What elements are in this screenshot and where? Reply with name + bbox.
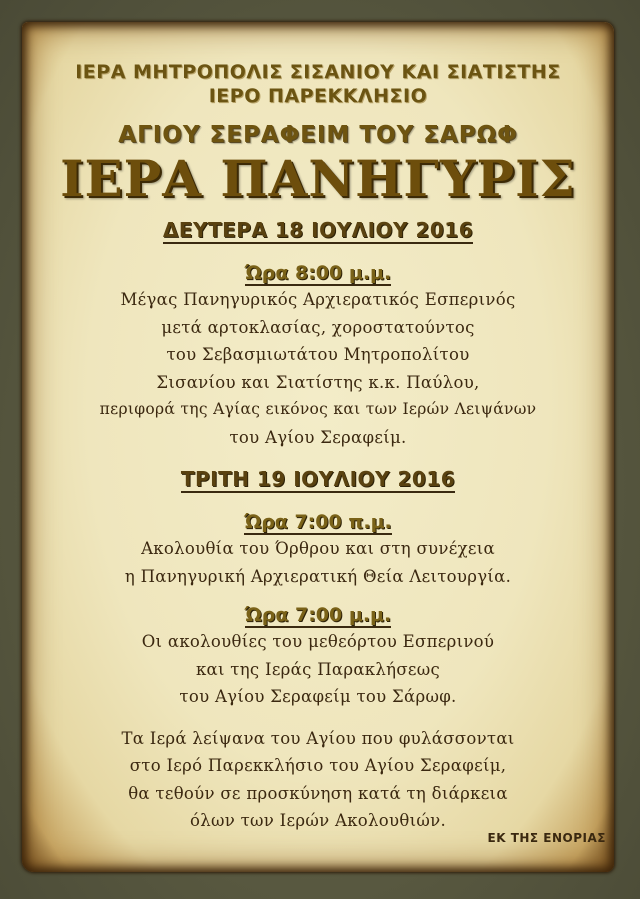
poster-content: [22, 22, 614, 872]
text-line: θα τεθούν σε προσκύνηση κατά τη διάρκεια: [128, 783, 508, 803]
text-line: περιφορά της Αγίας εικόνος και των Ιερών Λειψάνων: [99, 400, 537, 418]
poster-title: ΙΕΡΑ ΠΑΝΗΓΥΡΙΣ: [60, 149, 576, 208]
text-line: Οι ακολουθίες του μεθεόρτου Εσπερινού: [141, 632, 495, 651]
day2-event1-time: Ώρα 7:00 π.μ.: [244, 511, 392, 533]
text-line: Σισανίου και Σιατίστης κ.κ. Παύλου,: [156, 372, 480, 392]
text-line: του Αγίου Σεραφείμ.: [229, 427, 407, 447]
text-line: η Πανηγυρική Αρχιερατική Θεία Λειτουργία.: [124, 566, 512, 586]
text-line: του Αγίου Σεραφείμ του Σάρωφ.: [179, 687, 457, 706]
day2-event2-description: [22, 628, 614, 711]
text-line: στο Ιερό Παρεκκλήσιο του Αγίου Σεραφείμ,: [129, 756, 507, 775]
metropolis-header: ΙΕΡΑ ΜΗΤΡΟΠΟΛΙΣ ΣΙΣΑΝΙΟΥ ΚΑΙ ΣΙΑΤΙΣΤΗΣ: [75, 61, 561, 83]
chapel-header: ΙΕΡΟ ΠΑΡΕΚΚΛΗΣΙΟ: [208, 85, 428, 107]
text-line: του Σεβασμιωτάτου Μητροπολίτου: [166, 345, 470, 364]
day1-date: ΔΕΥΤΕΡΑ 18 ΙΟΥΛΙΟΥ 2016: [162, 218, 474, 242]
text-line: Τα Ιερά λείψανα του Αγίου που φυλάσσονται: [121, 728, 515, 748]
parish-signature: ΕΚ ΤΗΣ ΕΝΟΡΙΑΣ: [487, 831, 606, 845]
day1-event1-time: Ώρα 8:00 μ.μ.: [244, 262, 392, 284]
day2-date: ΤΡΙΤΗ 19 ΙΟΥΛΙΟΥ 2016: [180, 467, 456, 491]
text-line: όλων των Ιερών Ακολουθιών.: [190, 811, 446, 830]
saint-subtitle: ΑΓΙΟΥ ΣΕΡΑΦΕΙΜ ΤΟΥ ΣΑΡΩΦ: [118, 122, 518, 148]
relics-note: [22, 725, 614, 835]
text-line: και της Ιεράς Παρακλήσεως: [195, 659, 441, 679]
day2-event2-time: Ώρα 7:00 μ.μ.: [244, 604, 392, 626]
day2-event1-description: [22, 535, 614, 590]
text-line: Μέγας Πανηγυρικός Αρχιερατικός Εσπερινός: [120, 290, 516, 309]
text-line: μετά αρτοκλασίας, χοροστατούντος: [161, 317, 475, 337]
text-line: Ακολουθία του Όρθρου και στη συνέχεια: [141, 539, 495, 558]
day1-event1-description: [22, 286, 614, 451]
